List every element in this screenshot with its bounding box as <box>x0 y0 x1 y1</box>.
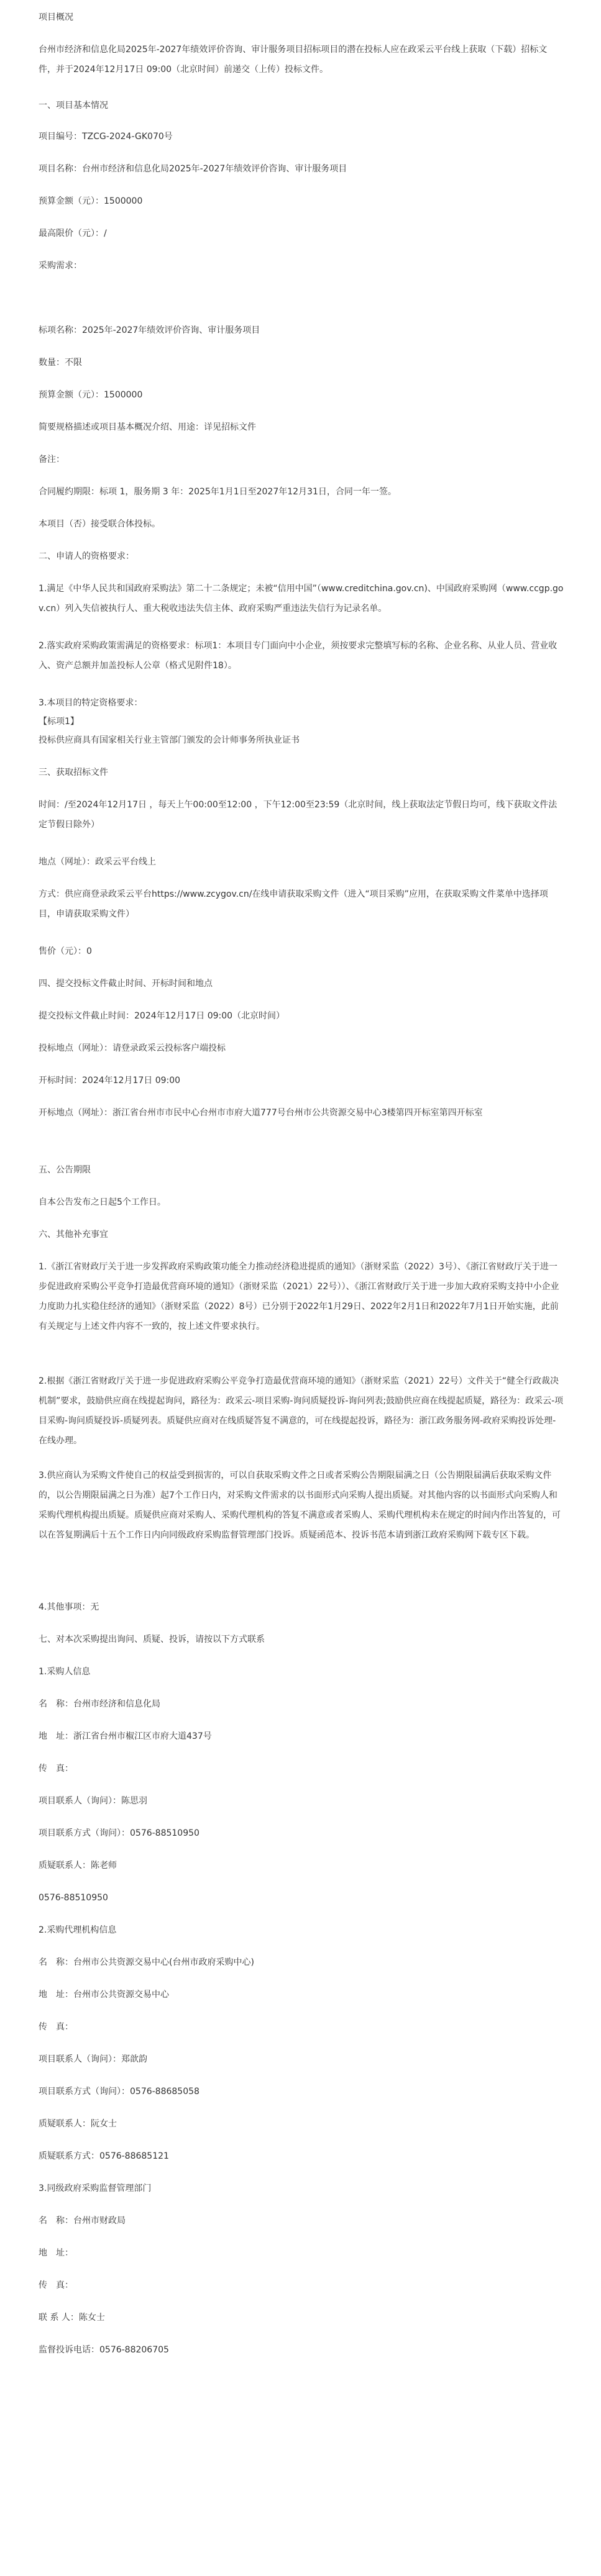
lot-name: 标项名称：2025年-2027年绩效评价咨询、审计服务项目 <box>39 325 260 335</box>
agency-info-title: 2.采购代理机构信息 <box>39 1925 117 1935</box>
project-number: 项目编号：TZCG-2024-GK070号 <box>39 132 173 142</box>
section-6-title: 六、其他补充事宜 <box>39 1230 108 1240</box>
section-2-title: 二、申请人的资格要求： <box>39 551 134 561</box>
purchaser-info-title: 1.采购人信息 <box>39 1667 91 1677</box>
open-place: 开标地点（网址）：浙江省台州市市民中心台州市市府大道777号台州市公共资源交易中心3楼第四开标室第四开标室 <box>39 1108 483 1118</box>
consortium-note: 本项目（否）接受联合体投标。 <box>39 519 160 529</box>
agency-phone: 项目联系方式（询问）：0576-88685058 <box>39 2087 200 2097</box>
agency-query-contact: 质疑联系人：阮女士 <box>39 2119 117 2129</box>
qualification-2: 2.落实政府采购政策需满足的资格要求：标项1：本项目专门面向中小企业，须按要求完整填写标的名称、企业名称、从业人员、营业收入、资产总额并加盖投标人公章（格式见附件18）。 <box>39 641 557 671</box>
agency-query-phone: 质疑联系方式：0576-88685121 <box>39 2151 169 2161</box>
purchaser-contact: 项目联系人（询问）：陈思羽 <box>39 1796 147 1806</box>
spec-description: 简要规格描述或项目基本概况介绍、用途：详见招标文件 <box>39 422 256 432</box>
supervisor-info-title: 3.同级政府采购监督管理部门 <box>39 2184 152 2193</box>
qualification-1: 1.满足《中华人民共和国政府采购法》第二十二条规定；未被“信用中国”（www.creditchina.gov.cn)、中国政府采购网（www.ccgp.gov.cn）列入失信被执行人、重大税收违法失信主体、政府采购严重违法失信行为记录名单。 <box>39 584 564 614</box>
section-7-title: 七、对本次采购提出询问、质疑、投诉，请按以下方式联系 <box>39 1635 265 1644</box>
remark: 备注： <box>39 455 65 465</box>
max-price: 最高限价（元）：/ <box>39 229 107 238</box>
agency-contact: 项目联系人（询问）：郑歆韵 <box>39 2054 147 2064</box>
purchase-requirements-label: 采购需求： <box>39 261 82 271</box>
qualification-3: 3.本项目的特定资格要求： <box>39 698 143 708</box>
other-item-1: 1.《浙江省财政厅关于进一步发挥政府采购政策功能全力推动经济稳进提质的通知》（浙财采监（2022）3号）、《浙江省财政厅关于进一步促进政府采购公平竞争打造最优营商环境的通知》（浙财采监（2021）22号））、《浙江省财政厅关于进一步加大政府采购支持中小企业力度助力扎实稳住经济的通知》（浙财采监（2022）8号）已分别于2022年1月29日、2022年2月1日和2022年7月1日开始实施，此前有关规定与上述文件内容不一致的，按上述文件要求执行。 <box>39 1262 559 1331</box>
qualification-3-text: 投标供应商具有国家相关行业主管部门颁发的会计师事务所执业证书 <box>39 735 300 745</box>
section-4-title: 四、提交投标文件截止时间、开标时间和地点 <box>39 979 213 989</box>
supervisor-fax: 传 真： <box>39 2280 73 2290</box>
overview-text: 台州市经济和信息化局2025年-2027年绩效评价咨询、审计服务项目招标项目的潜在投标人应在政采云平台线上获取（下载）招标文件，并于2024年12月17日 09:00（北京时间）前递交（上传）投标文件。 <box>39 45 548 75</box>
lot-budget: 预算金额（元）：1500000 <box>39 390 143 400</box>
announcement-period: 自本公告发布之日起5个工作日。 <box>39 1197 166 1207</box>
project-name: 项目名称：台州市经济和信息化局2025年-2027年绩效评价咨询、审计服务项目 <box>39 164 347 174</box>
other-item-2: 2.根据《浙江省财政厅关于进一步促进政府采购公平竞争打造最优营商环境的通知》（浙财采监（2021）22号）文件关于“健全行政裁决机制”要求，鼓励供应商在线提起询问，路径为：政采云-项目采购-询问质疑投诉-询问列表;鼓励供应商在线提起质疑，路径为：政采云-项目采购-询问质疑投诉-质疑列表。质疑供应商对在线质疑答复不满意的，可在线提起投诉，路径为：浙江政务服务网-政府采购投诉处理-在线办理。 <box>39 1376 564 1446</box>
section-5-title: 五、公告期限 <box>39 1165 91 1175</box>
purchaser-fax: 传 真： <box>39 1764 73 1774</box>
other-item-3: 3.供应商认为采购文件使自己的权益受到损害的，可以自获取采购文件之日或者采购公告期限届满之日（公告期限届满后获取采购文件的，以公告期限届满之日为准）起7个工作日内，对采购文件需求的以书面形式向采购人提出质疑。对其他内容的以书面形式向采购人和采购代理机构提出质疑。质疑供应商对采购人、采购代理机构的答复不满意或者采购人、采购代理机构未在规定的时间内作出答复的，可以在答复期满后十五个工作日内向同级政府采购监督管理部门投诉。质疑函范本、投诉书范本请到浙江政府采购网下载专区下载。 <box>39 1471 561 1540</box>
agency-address: 地 址：台州市公共资源交易中心 <box>39 1990 169 2000</box>
open-time: 开标时间：2024年12月17日 09:00 <box>39 1076 181 1086</box>
purchaser-phone: 项目联系方式（询问）：0576-88510950 <box>39 1828 200 1838</box>
supervisor-name: 名 称：台州市财政局 <box>39 2216 126 2226</box>
submit-place: 投标地点（网址）：请登录政采云投标客户端投标 <box>39 1043 226 1053</box>
overview-title: 项目概况 <box>39 12 73 22</box>
quantity: 数量：不限 <box>39 358 82 368</box>
get-method: 方式：供应商登录政采云平台https://www.zcygov.cn/在线申请获取采购文件（进入“项目采购”应用，在获取采购文件菜单中选择项目，申请获取采购文件） <box>39 889 548 919</box>
purchaser-name: 名 称：台州市经济和信息化局 <box>39 1699 160 1709</box>
get-place: 地点（网址）：政采云平台线上 <box>39 857 156 867</box>
budget-amount: 预算金额（元）：1500000 <box>39 196 143 206</box>
supervisor-address: 地 址： <box>39 2248 73 2258</box>
section-3-title: 三、获取招标文件 <box>39 768 108 778</box>
purchaser-query-phone: 0576-88510950 <box>39 1893 108 1903</box>
supervisor-contact: 联 系 人：陈女士 <box>39 2313 105 2323</box>
agency-fax: 传 真： <box>39 2022 73 2032</box>
contract-term: 合同履约期限：标项 1，服务期 3 年：2025年1月1日至2027年12月31日，合同一年一签。 <box>39 487 397 497</box>
purchaser-query-contact: 质疑联系人：陈老师 <box>39 1861 117 1871</box>
qualification-3-lot: 【标项1】 <box>39 717 79 727</box>
supervisor-phone: 监督投诉电话：0576-88206705 <box>39 2345 169 2355</box>
other-item-4: 4.其他事项：无 <box>39 1602 99 1612</box>
agency-name: 名 称：台州市公共资源交易中心(台州市政府采购中心) <box>39 1957 254 1967</box>
get-time: 时间：/至2024年12月17日 ，每天上午00:00至12:00 ，下午12:00至23:59（北京时间，线上获取法定节假日均可，线下获取文件法定节假日除外） <box>39 800 557 830</box>
purchaser-address: 地 址：浙江省台州市椒江区市府大道437号 <box>39 1731 212 1741</box>
section-1-title: 一、项目基本情况 <box>39 101 108 111</box>
document-price: 售价（元）：0 <box>39 946 92 956</box>
submit-deadline: 提交投标文件截止时间：2024年12月17日 09:00（北京时间） <box>39 1011 285 1021</box>
